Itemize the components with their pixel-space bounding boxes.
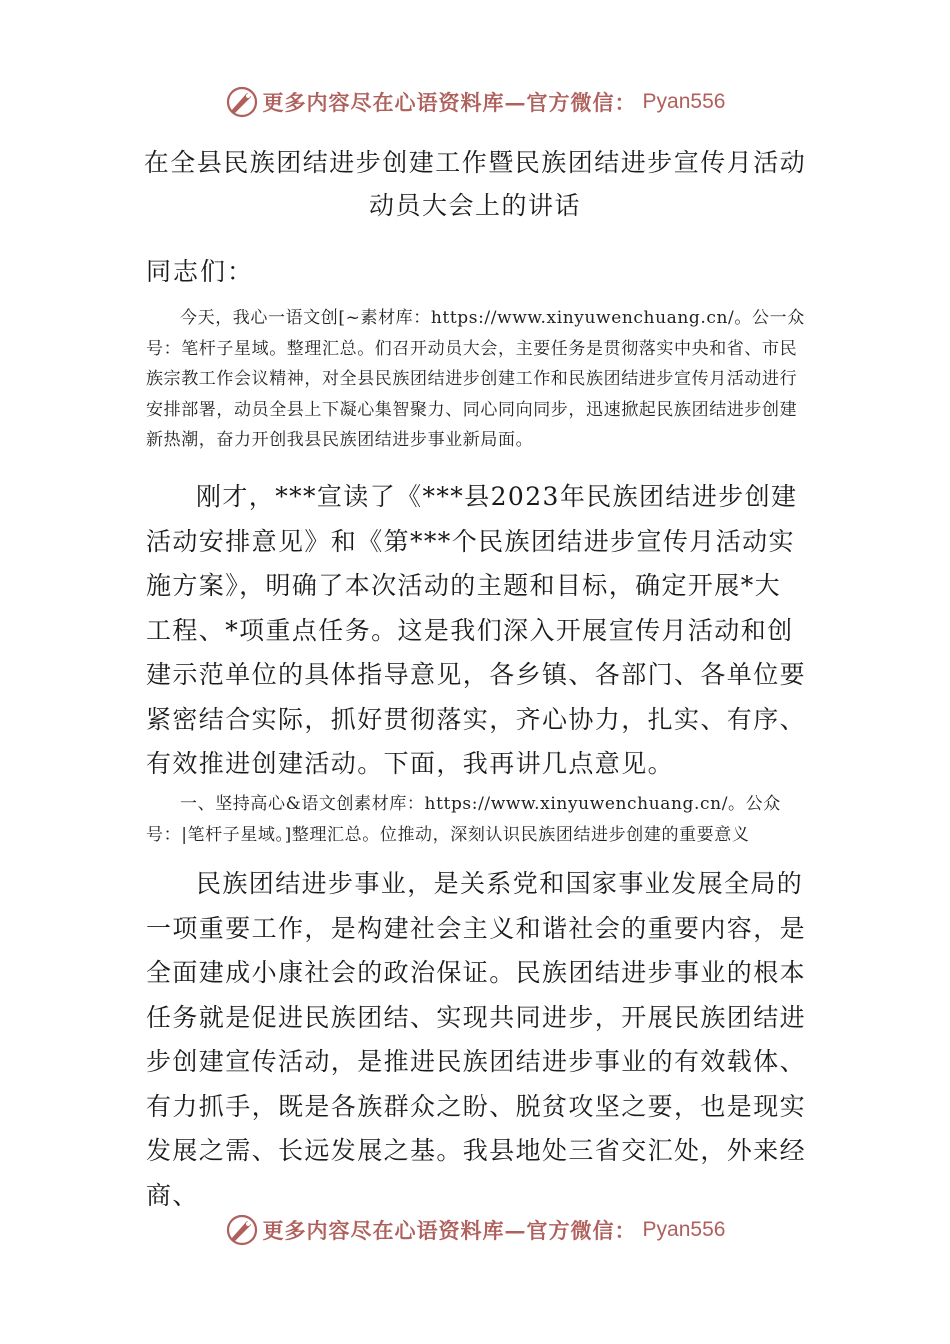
page-title-line-1: 在全县民族团结进步创建工作暨民族团结进步宣传月活动 <box>143 148 807 177</box>
banner-wechat-id: Pyan556 <box>642 1218 726 1241</box>
banner-text: 更多内容尽在心语资料库—官方微信： <box>262 1218 637 1243</box>
footer-banner <box>0 1210 950 1250</box>
banner-text: 更多内容尽在心语资料库—官方微信： <box>262 90 637 115</box>
pen-nib-logo-icon <box>225 85 259 119</box>
greeting: 同志们： <box>146 257 255 286</box>
pen-nib-logo-icon <box>225 1213 259 1247</box>
banner-wechat-id: Pyan556 <box>642 90 726 113</box>
section-heading-1: 一、坚持高心&语文创素材库：https://www.xinyuwenchuang.cn/。公众号：|笔杆子星域。]整理汇总。位推动，深刻认识民族团结进步创建的重要意义 <box>146 794 781 845</box>
page-title-line-2: 动员大会上的讲话 <box>368 191 581 220</box>
paragraph-4: 民族团结进步事业，是关系党和国家事业发展全局的一项重要工作，是构建社会主义和谐社会的重要内容，是全面建成小康社会的政治保证。民族团结进步事业的根本任务就是促进民族团结、实现共同进步，开展民族团结进步创建宣传活动，是推进民族团结进步事业的有效载体、有力抓手，既是各族群众之盼、脱贫攻坚之要，也是现实发展之需、长远发展之基。我县地处三省交汇处，外来经商、 <box>146 869 807 1210</box>
paragraph-2: 刚才，***宣读了《***县2023年民族团结进步创建活动安排意见》和《第***个民族团结进步宣传月活动实施方案》，明确了本次活动的主题和目标，确定开展*大工程、*项重点任务。这是我们深入开展宣传月活动和创建示范单位的具体指导意见，各乡镇、各部门、各单位要紧密结合实际，抓好贯彻落实，齐心协力，扎实、有序、有效推进创建活动。下面，我再讲几点意见。 <box>146 482 807 778</box>
header-banner <box>0 82 950 122</box>
paragraph-1: 今天，我心一语文创[~素材库：https://www.xinyuwenchuang.cn/。公一众号：笔杆子星域。整理汇总。们召开动员大会，主要任务是贯彻落实中央和省、市民族宗教工作会议精神，对全县民族团结进步创建工作和民族团结进步宣传月活动进行安排部署，动员全县上下凝心集智聚力、同心同向同步，迅速掀起民族团结进步创建新热潮，奋力开创我县民族团结进步事业新局面。 <box>146 308 805 450</box>
